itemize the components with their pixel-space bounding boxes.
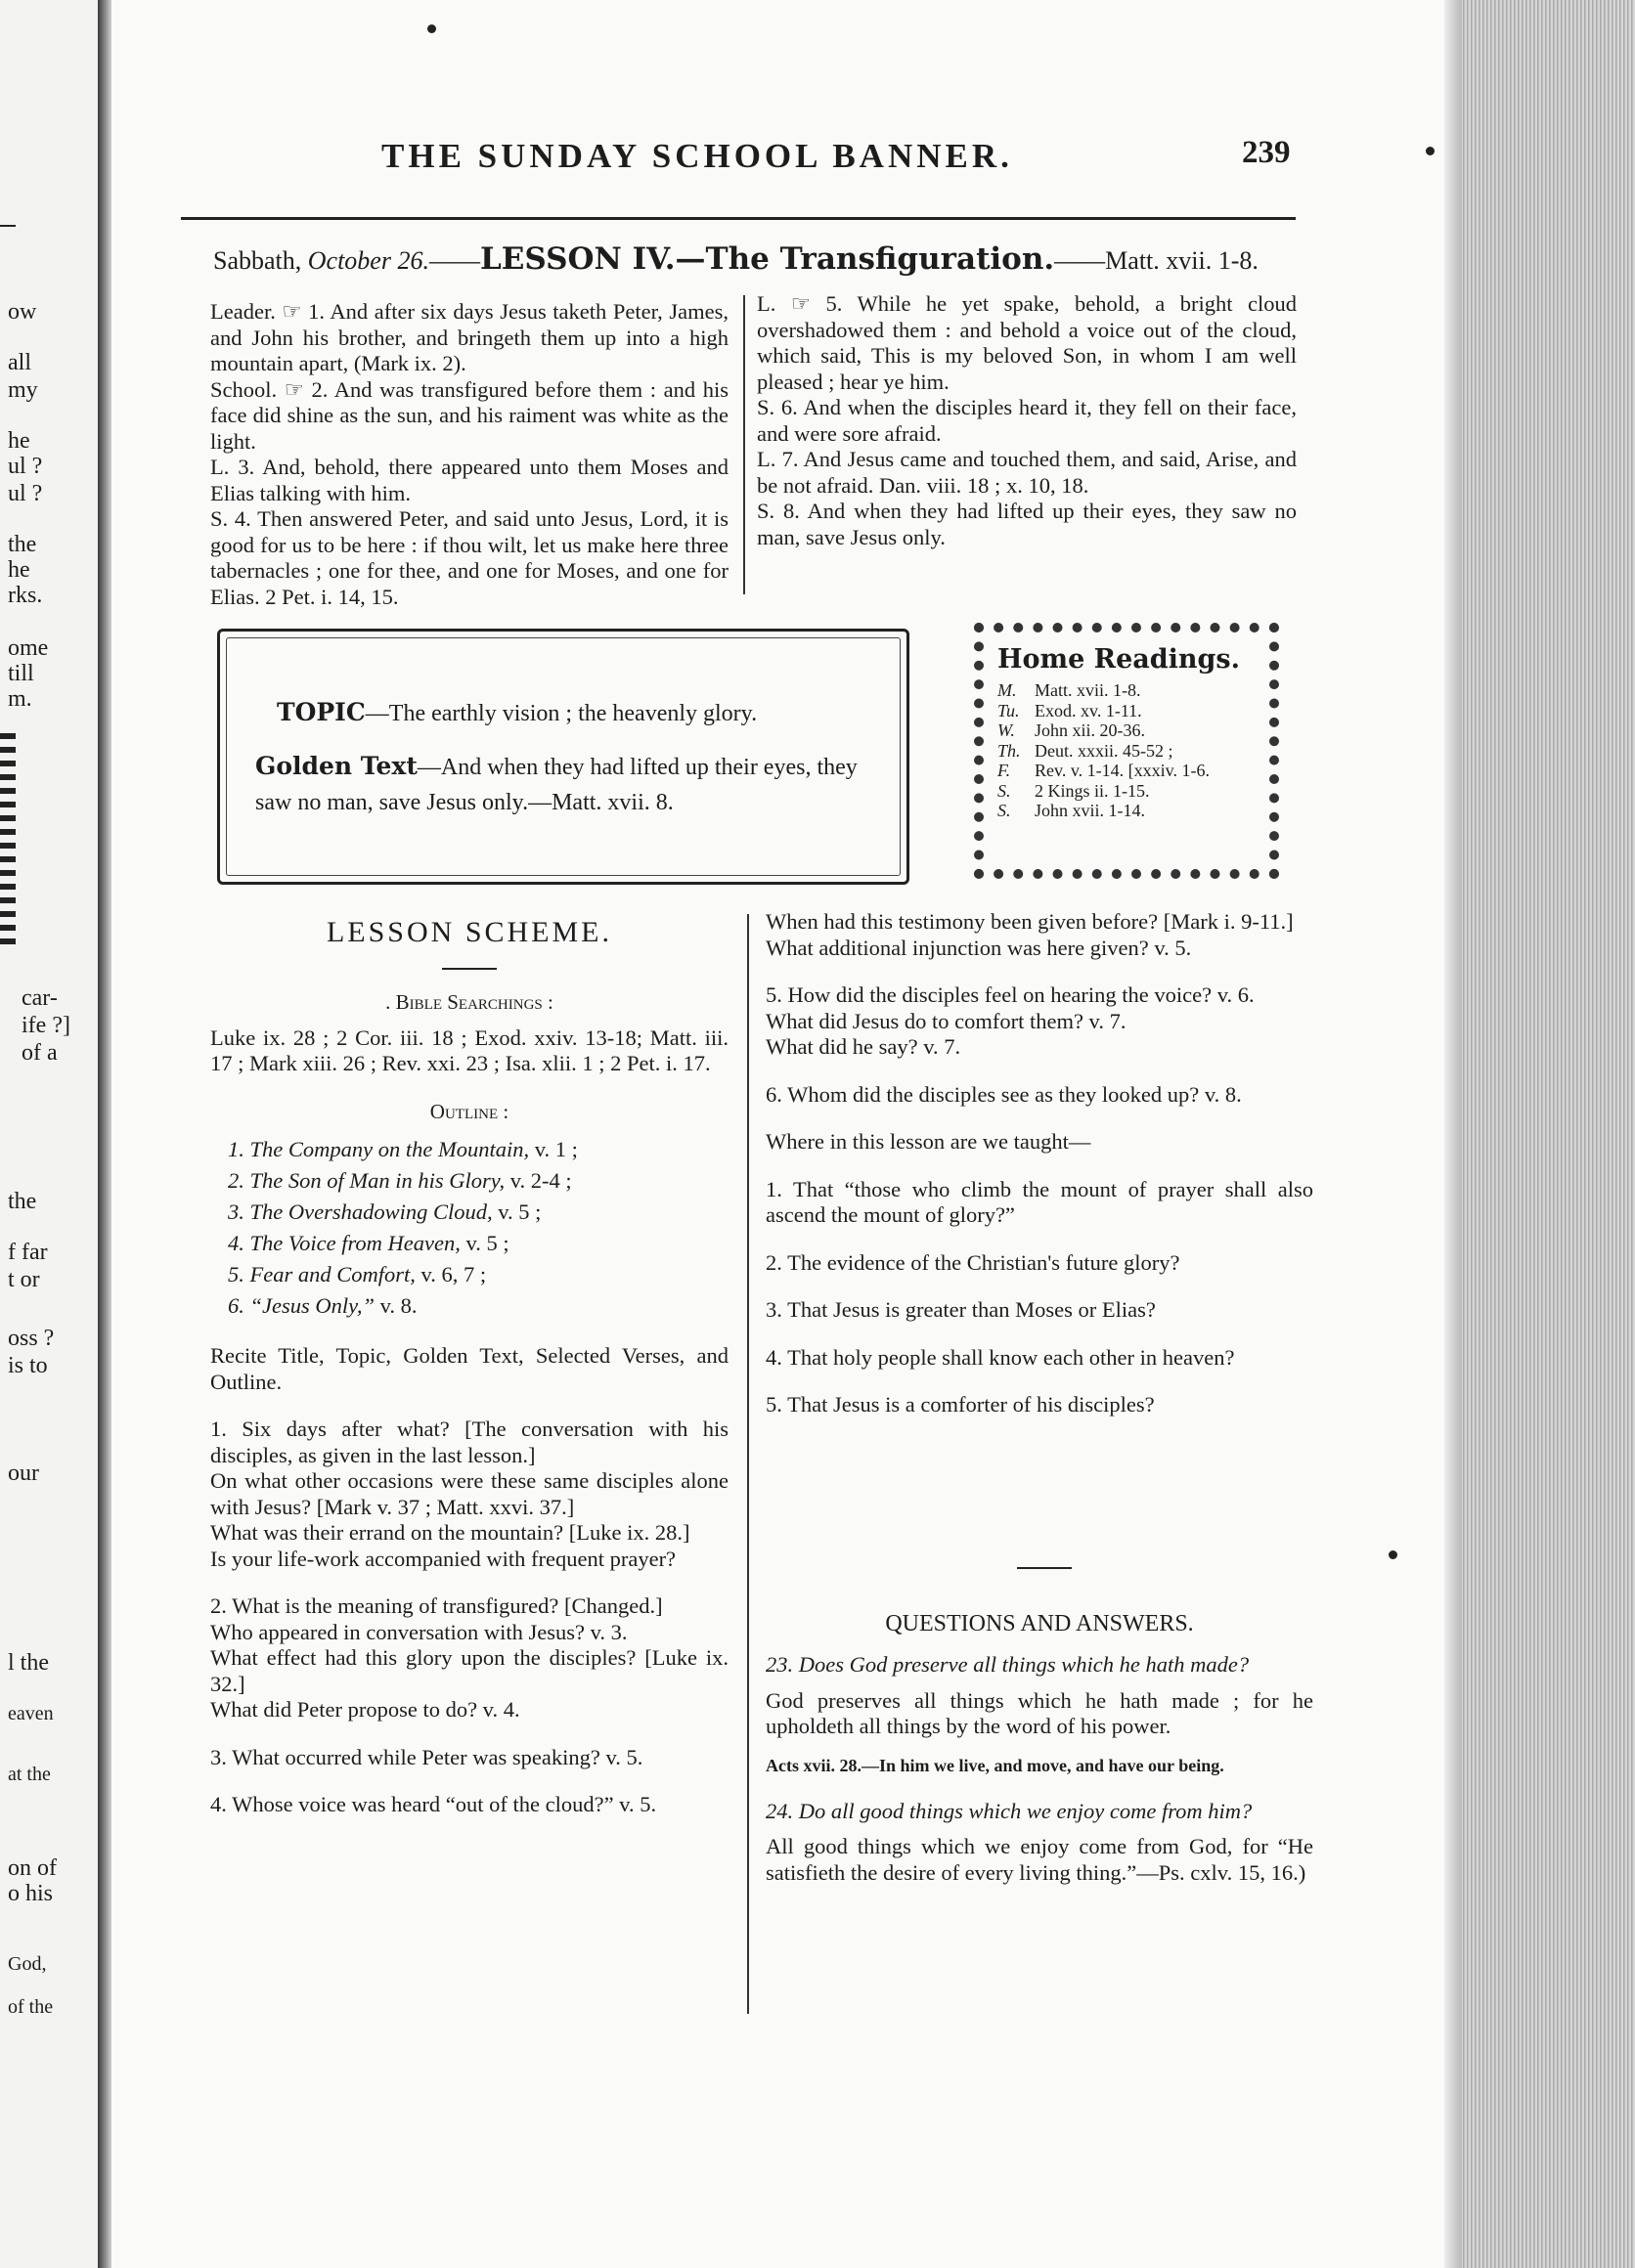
outline-title: Fear and Comfort, [249,1262,416,1287]
home-reading-day: S. [997,801,1011,820]
outline-ref: v. 2-4 ; [509,1168,572,1193]
outline-ref: v. 1 ; [534,1137,578,1161]
question: Who appeared in conversation with Jesus? v. 3. [210,1619,628,1644]
topic-label: TOPIC [277,698,366,726]
scheme-left-column [210,989,729,1818]
ink-speck [1389,1550,1397,1559]
previous-page-fragment: ul ? [8,454,43,479]
previous-page-fragment: rks. [8,583,43,608]
home-reading-row [997,761,1256,781]
question: 5. How did the disciples feel on hearing the voice? v. 6. [766,982,1255,1007]
question: What did Jesus do to comfort them? v. 7. [766,1008,1127,1033]
catechism-question: 24. Do all good things which we enjoy come from him? [766,1798,1253,1823]
previous-page-fragment: o his [8,1881,54,1906]
home-reading-ref: Deut. xxxii. 45-52 ; [1035,740,1173,761]
outline-item [228,1290,729,1322]
home-reading-day: F. [997,761,1011,780]
golden-text-label: Golden Text [255,752,418,780]
home-reading-row [997,741,1256,762]
taught-item: 4. That holy people shall know each other in heaven? [766,1344,1235,1370]
lesson-title: LESSON IV.—The Transfiguration. [479,241,1055,277]
qa-rule [1017,1567,1072,1569]
question: 4. Whose voice was heard “out of the cloud?” v. 5. [210,1792,657,1816]
previous-page-fragment: is to [8,1353,48,1378]
question: 6. Whom did the disciples see as they looked up? v. 8. [766,1081,1242,1107]
previous-page-fragment: ome [8,635,49,661]
home-reading-row [997,801,1256,821]
catechism-reference: Acts xvii. 28.—In him we live, and move, and have our being. [766,1755,1224,1775]
previous-page-fragment: eaven [8,1703,54,1724]
outline-title: The Voice from Heaven, [249,1231,461,1255]
home-reading-day: Th. [997,740,1021,761]
page-stack-edge [1444,0,1635,2268]
previous-page-fragment: ife ?] [22,1013,70,1038]
qa-title: QUESTIONS AND ANSWERS. [885,1611,1194,1636]
home-reading-row [997,781,1256,802]
previous-page-fragment: m. [8,686,32,712]
outline-ref: v. 8. [379,1293,418,1318]
running-title: THE SUNDAY SCHOOL BANNER. [381,137,1013,175]
previous-page-fragment: car- [22,985,58,1011]
home-reading-day: S. [997,780,1011,801]
question: What was their errand on the mountain? [Luke ix. 28.] [210,1520,690,1545]
scripture-verse: School. ☞ 2. And was transfigured before them : and his face did shine as the sun, and his raiment was white as the light. [210,376,729,454]
scripture-right-column [757,291,1297,550]
home-reading-row [997,680,1256,701]
question: What did Peter propose to do? v. 4. [210,1697,520,1722]
outline-list [210,1134,729,1322]
previous-page-fragment: ul ? [8,481,43,506]
scheme-rule [442,968,497,970]
previous-page-fragment: on of [8,1855,57,1881]
previous-page-fragment: the [8,532,37,557]
home-reading-day: W. [997,720,1015,740]
previous-page-fragment: oss ? [8,1326,55,1351]
previous-page-rule [0,225,16,227]
question: What did he say? v. 7. [766,1034,961,1059]
lesson-scheme-title: LESSON SCHEME. [326,916,613,948]
previous-page-fragment: God, [8,1953,47,1975]
previous-page-fragment: he [8,428,30,454]
golden-text-body: —And when they had lifted up their eyes, they saw no man, save Jesus only.—Matt. xvii. 8. [255,755,858,815]
question: What effect had this glory upon the disciples? [Luke ix. 32.] [210,1645,729,1696]
outline-ref: v. 6, 7 ; [420,1262,487,1287]
previous-page-edge [0,0,98,2268]
lesson-dash: —— [428,246,480,275]
question: 1. Six days after what? [The conversation with his disciples, as given in the last lesson.] [210,1417,729,1467]
taught-item: 1. That “those who climb the mount of prayer shall also ascend the mount of glory?” [766,1176,1313,1227]
home-reading-ref: John xvii. 1-14. [1035,801,1146,820]
home-reading-ref: Exod. xv. 1-11. [1035,700,1142,720]
previous-page-fragment: my [8,377,38,403]
bible-searchings: Luke ix. 28 ; 2 Cor. iii. 18 ; Exod. xxiv. 13-18; Matt. iii. 17 ; Mark xiii. 26 ; Rev. xxi. 23 ; Isa. xlii. 1 ; 2 Pet. i. 17. [210,1025,729,1075]
previous-page-fragment: of the [8,1996,54,2018]
outline-ref: v. 5 ; [465,1231,509,1255]
catechism-question: 23. Does God preserve all things which he hath made? [766,1652,1250,1677]
ink-speck [427,24,436,33]
scripture-verse: S. 8. And when they had lifted up their eyes, they saw no man, save Jesus only. [757,499,1297,549]
topic-line [277,698,757,727]
previous-page-fragment: the [8,1189,37,1214]
catechism-answer: All good things which we enjoy come from God, for “He satisfieth the desire of every living thing.”—Ps. cxlv. 15, 16.) [766,1834,1313,1885]
lesson-day: Sabbath, [213,246,302,275]
question: 2. What is the meaning of transfigured? [Changed.] [210,1593,663,1618]
previous-page-fragment: at the [8,1764,51,1785]
golden-text [255,749,881,820]
previous-page-fragment: our [8,1461,39,1486]
outline-title: The Overshadowing Cloud, [249,1199,493,1224]
home-reading-ref: Matt. xvii. 1-8. [1035,680,1141,700]
previous-page-fragment: he [8,557,30,583]
outline-num: 6. [228,1293,244,1318]
taught-item: 2. The evidence of the Christian's future glory? [766,1249,1180,1275]
home-reading-day: M. [997,680,1017,700]
taught-label: Where in this lesson are we taught— [766,1129,1091,1154]
previous-page-fragment: of a [22,1040,58,1066]
previous-page-fragment: ow [8,299,37,325]
scripture-verse: S. 4. Then answered Peter, and said unto Jesus, Lord, it is good for us to be here : if thou wilt, let us make here three tabernacles ; one for thee, and one for Moses, and one for Elias. 2 Pet. i. 14, 15. [210,506,729,609]
ink-speck [1426,147,1435,155]
question: On what other occasions were these same disciples alone with Jesus? [Mark v. 37 ; Matt. xxvi. 37.] [210,1468,729,1519]
home-readings-title: Home Readings. [997,644,1241,675]
catechism-answer: God preserves all things which he hath made ; for he upholdeth all things by the word of his power. [766,1687,1313,1738]
outline-item [228,1197,729,1228]
outline-title: The Son of Man in his Glory, [249,1168,506,1193]
home-reading-ref: Rev. v. 1-14. [xxxiv. 1-6. [1035,761,1210,780]
page-number: 239 [1242,135,1291,170]
scheme-right-column [766,909,1313,1418]
previous-page-fragment: l the [8,1650,49,1676]
column-divider [747,914,749,2014]
scripture-verse: L. 7. And Jesus came and touched them, and said, Arise, and be not afraid. Dan. viii. 18 ; x. 10, 18. [757,447,1297,498]
scripture-verse: S. 6. And when the disciples heard it, they fell on their face, and were sore afraid. [757,395,1297,446]
outline-num: 1. [228,1137,244,1161]
scripture-left-column [210,299,729,610]
home-reading-row [997,720,1256,741]
scripture-verse: Leader. ☞ 1. And after six days Jesus taketh Peter, James, and John his brother, and bringeth them up into a high mountain apart, (Mark ix. 2). [210,299,729,375]
home-readings-box [974,623,1279,879]
question: What additional injunction was here given? v. 5. [766,935,1192,960]
outline-ref: v. 5 ; [498,1199,542,1224]
outline-num: 2. [228,1168,244,1193]
outline-item [228,1134,729,1165]
home-reading-day: Tu. [997,700,1020,720]
scripture-verse: L. ☞ 5. While he yet spake, behold, a bright cloud overshadowed them : and behold a voice out of the cloud, which said, This is my beloved Son, in whom I am well pleased ; hear ye him. [757,291,1297,394]
outline-item [228,1228,729,1259]
question: When had this testimony been given before? [Mark i. 9-11.] [766,909,1294,934]
previous-page-fragment: f far [8,1240,48,1265]
outline-item [228,1259,729,1290]
outline-item [228,1165,729,1197]
previous-page-fragment: till [8,661,34,686]
qa-section [766,1652,1313,1886]
bible-searchings-label: . Bible Searchings : [385,990,553,1014]
home-reading-ref: 2 Kings ii. 1-15. [1035,780,1150,801]
home-reading-row [997,701,1256,721]
topic-box [217,629,909,885]
column-divider [743,295,745,594]
taught-item: 5. That Jesus is a comforter of his disciples? [766,1392,1155,1417]
question: 3. What occurred while Peter was speaking? v. 5. [210,1744,643,1769]
lesson-heading [213,241,1259,277]
topic-text: —The earthly vision ; the heavenly glory. [365,701,758,726]
question: Is your life-work accompanied with frequent prayer? [210,1546,677,1571]
previous-page-fragment: all [8,350,31,375]
recite-line: Recite Title, Topic, Golden Text, Selected Verses, and Outline. [210,1343,729,1394]
previous-page-border-ornament [0,733,16,948]
outline-num: 4. [228,1231,244,1255]
outline-title: The Company on the Mountain, [249,1137,530,1161]
header-rule [181,217,1296,220]
outline-num: 3. [228,1199,244,1224]
lesson-reference: ——Matt. xvii. 1-8. [1054,246,1259,275]
taught-item: 3. That Jesus is greater than Moses or Elias? [766,1297,1156,1322]
previous-page-fragment: t or [8,1267,40,1292]
home-reading-ref: John xii. 20-36. [1035,720,1146,740]
scripture-verse: L. 3. And, behold, there appeared unto them Moses and Elias talking with him. [210,455,729,505]
outline-num: 5. [228,1262,244,1287]
lesson-date: October 26. [307,246,429,275]
outline-title: “Jesus Only,” [249,1293,376,1318]
outline-label: Outline : [429,1099,509,1123]
book-gutter [98,0,111,2268]
